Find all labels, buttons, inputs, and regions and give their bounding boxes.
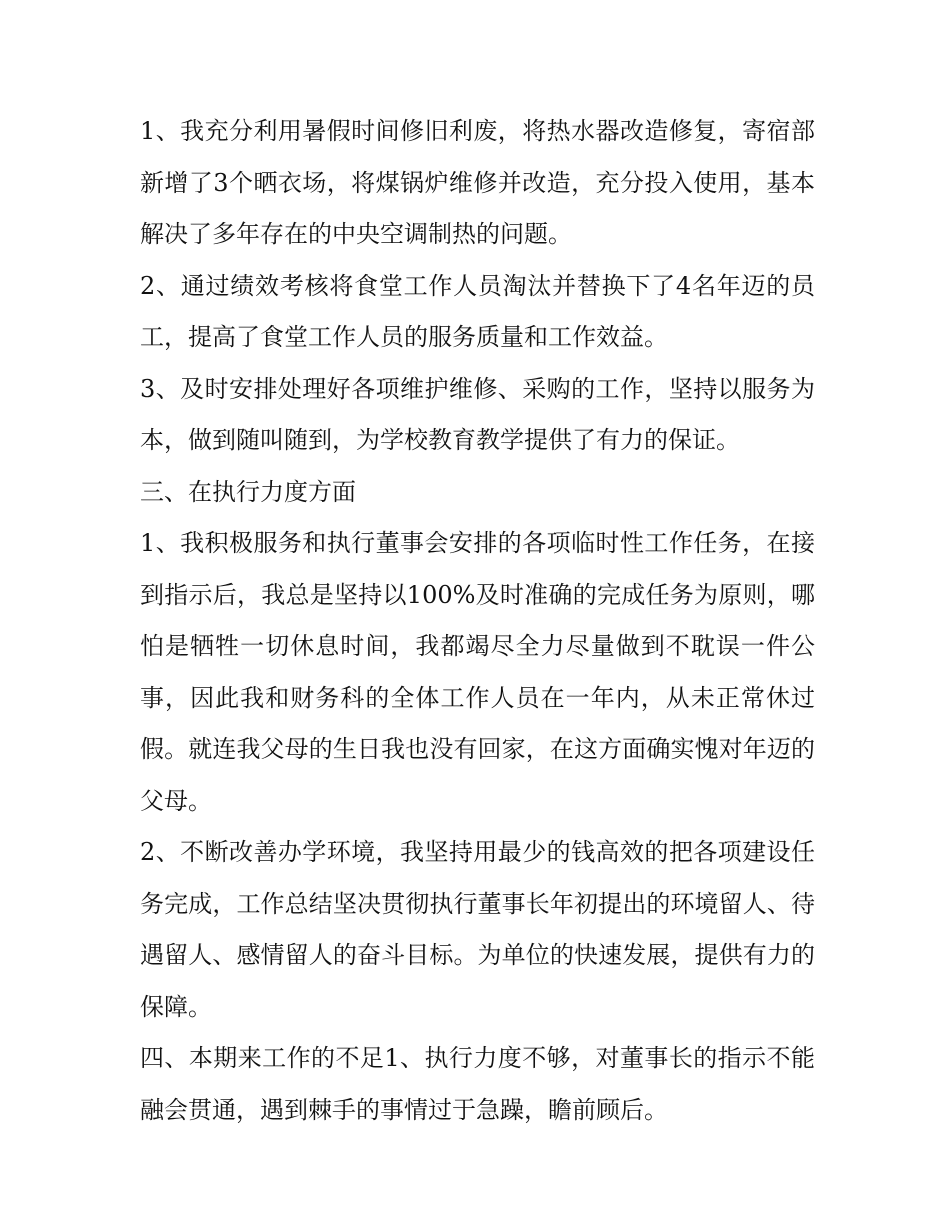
- paragraph-execution-2: 2、不断改善办学环境，我坚持用最少的钱高效的把各项建设任务完成，工作总结坚决贯彻执行董事长年初提出的环境留人、待遇留人、感情留人的奋斗目标。为单位的快速发展，提供有力的保障。: [140, 838, 815, 1021]
- section-heading-execution: 三、在执行力度方面: [140, 477, 356, 506]
- paragraph-improvements-1: 1、我充分利用暑假时间修旧利废，将热水器改造修复，寄宿部新增了3个晒衣场，将煤锅炉维修并改造，充分投入使用，基本解决了多年存在的中央空调制热的问题。: [140, 117, 815, 248]
- document-body: [140, 106, 815, 1136]
- paragraph-execution-1: 1、我积极服务和执行董事会安排的各项临时性工作任务，在接到指示后，我总是坚持以100%及时准确的完成任务为原则，哪怕是牺牲一切休息时间，我都竭尽全力尽量做到不耽误一件公事，因此我和财务科的全体工作人员在一年内，从未正常休过假。就连我父母的生日我也没有回家，在这方面确实愧对年迈的父母。: [140, 529, 815, 815]
- paragraph-shortcomings: 四、本期来工作的不足1、执行力度不够，对董事长的指示不能融会贯通，遇到棘手的事情过于急躁，瞻前顾后。: [140, 1044, 815, 1124]
- paragraph-improvements-2: 2、通过绩效考核将食堂工作人员淘汰并替换下了4名年迈的员工，提高了食堂工作人员的服务质量和工作效益。: [140, 271, 815, 351]
- paragraph-improvements-3: 3、及时安排处理好各项维护维修、采购的工作，坚持以服务为本，做到随叫随到，为学校教育教学提供了有力的保证。: [140, 374, 815, 454]
